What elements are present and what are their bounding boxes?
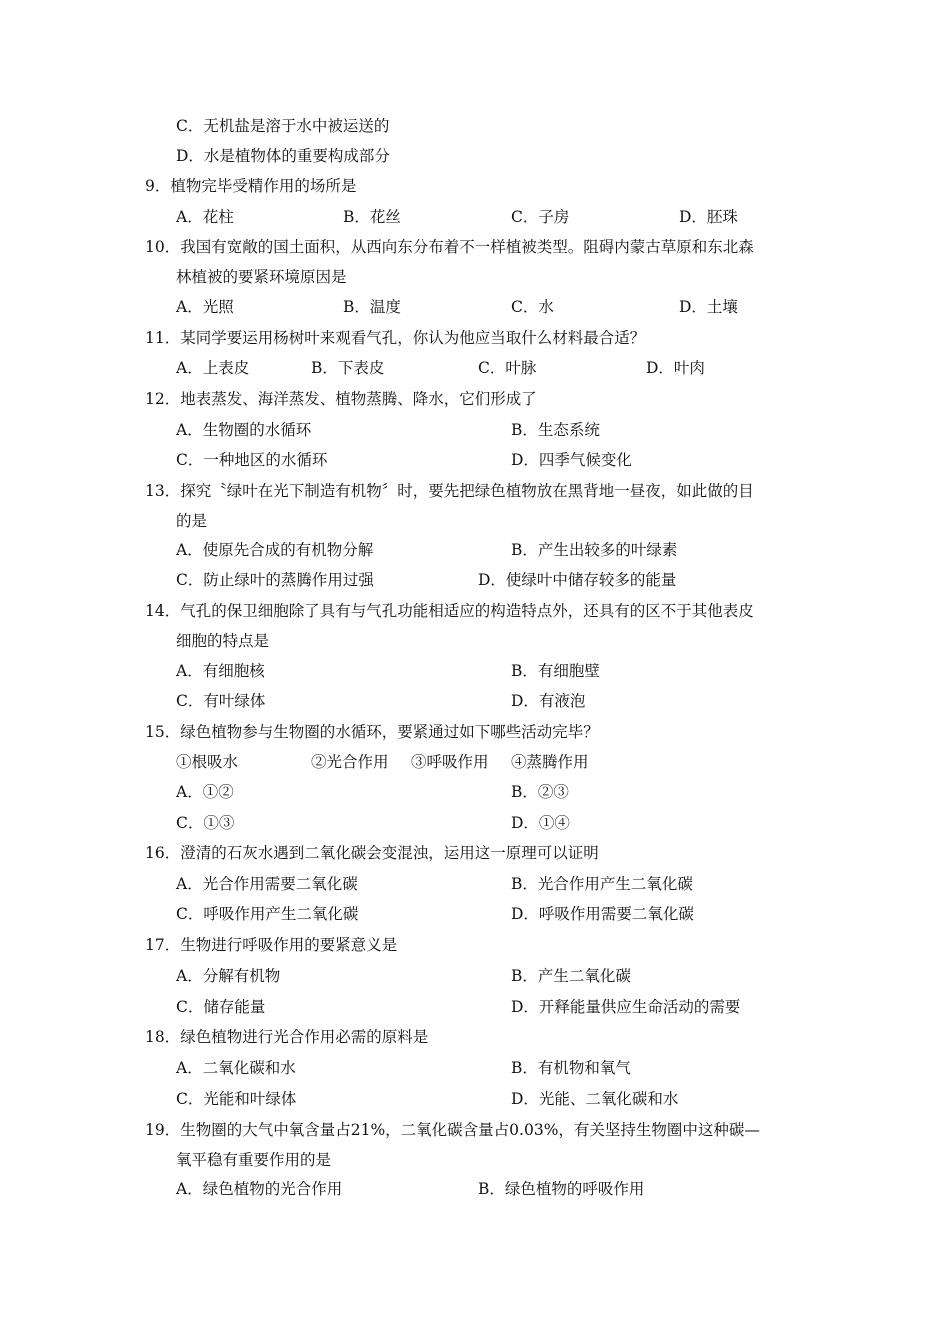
question-text: 探究〝绿叶在光下制造有机物〞时，要先把绿色植物放在黑背地一昼夜，如此做的目: [180, 482, 754, 500]
question-13-stem: [145, 479, 754, 503]
q18-option-c: C．光能和叶绿体: [176, 1090, 297, 1108]
q12-option-c: C．一种地区的水循环: [176, 451, 328, 469]
question-text: 生物进行呼吸作用的要紧意义是: [180, 936, 398, 954]
q14-option-c: C．有叶绿体: [176, 692, 266, 710]
question-17-stem: [145, 933, 397, 957]
q17-option-a: A．分解有机物: [176, 967, 281, 985]
q13-option-a: A．使原先合成的有机物分解: [176, 541, 374, 559]
q10-option-c: C．水: [511, 298, 554, 316]
question-text: 植物完毕受精作用的场所是: [170, 177, 357, 195]
q9-option-d: D．胚珠: [679, 208, 738, 226]
q18-option-b: B．有机物和氧气: [511, 1059, 631, 1077]
question-text: 气孔的保卫细胞除了具有与气孔功能相适应的构造特点外，还具有的区不于其他表皮: [180, 602, 754, 620]
question-11-stem: [145, 326, 645, 350]
question-number: 12．: [145, 390, 181, 408]
q18-option-a: A．二氧化碳和水: [176, 1059, 296, 1077]
question-number: 16．: [145, 844, 181, 862]
question-14-stem: [145, 599, 754, 623]
question-number: 18．: [145, 1028, 181, 1046]
q15-option-c: C．①③: [176, 814, 235, 832]
q12-option-a: A．生物圈的水循环: [176, 421, 312, 439]
q11-option-d: D．叶肉: [646, 359, 705, 377]
q9-option-a: A．花柱: [176, 208, 234, 226]
q15-item-2: ②光合作用: [311, 753, 389, 771]
q13-option-c: C．防止绿叶的蒸腾作用过强: [176, 571, 374, 589]
question-number: 13．: [145, 482, 181, 500]
q10-option-d: D．土壤: [679, 298, 738, 316]
question-13-stem-cont: 的是: [176, 512, 208, 530]
question-text: 绿色植物参与生物圈的水循环，要紧通过如下哪些活动完毕？: [180, 723, 599, 741]
q15-item-1: ①根吸水: [176, 753, 239, 771]
q16-option-d: D．呼吸作用需要二氧化碳: [511, 905, 694, 923]
q13-option-b: B．产生出较多的叶绿素: [511, 541, 678, 559]
q15-option-b: B．②③: [511, 783, 569, 801]
q8-option-c: C．无机盐是溶于水中被运送的: [176, 117, 390, 135]
q14-option-b: B．有细胞壁: [511, 662, 600, 680]
q15-option-d: D．①④: [511, 814, 570, 832]
q12-option-d: D．四季气候变化: [511, 451, 632, 469]
question-text: 我国有宽敞的国土面积，从西向东分布着不一样植被类型。阻碍内蒙古草原和东北森: [180, 238, 754, 256]
question-16-stem: [145, 841, 599, 865]
question-10-stem: [145, 235, 754, 259]
q17-option-c: C．储存能量: [176, 998, 266, 1016]
question-number: 15．: [145, 723, 181, 741]
q14-option-a: A．有细胞核: [176, 662, 265, 680]
question-number: 17．: [145, 936, 181, 954]
question-number: 11．: [145, 329, 181, 347]
question-number: 9．: [145, 177, 171, 195]
q17-option-d: D．开释能量供应生命活动的需要: [511, 998, 741, 1016]
question-number: 10．: [145, 238, 181, 256]
question-text: 生物圈的大气中氧含量占21%，二氧化碳含量占0.03%，有关坚持生物圈中这种碳—: [180, 1121, 760, 1139]
question-19-stem-cont: 氧平稳有重要作用的是: [176, 1151, 332, 1169]
q16-option-c: C．呼吸作用产生二氧化碳: [176, 905, 359, 923]
q19-option-b: B．绿色植物的呼吸作用: [478, 1180, 645, 1198]
question-number: 14．: [145, 602, 181, 620]
q15-item-3: ③呼吸作用: [411, 753, 489, 771]
q15-item-4: ④蒸腾作用: [511, 753, 589, 771]
question-text: 地表蒸发、海洋蒸发、植物蒸腾、降水，它们形成了: [180, 390, 537, 408]
q18-option-d: D．光能、二氧化碳和水: [511, 1090, 679, 1108]
q9-option-c: C．子房: [511, 208, 570, 226]
question-text: 绿色植物进行光合作用必需的原料是: [180, 1028, 429, 1046]
q16-option-b: B．光合作用产生二氧化碳: [511, 875, 693, 893]
question-14-stem-cont: 细胞的特点是: [176, 632, 270, 650]
q15-option-a: A．①②: [176, 783, 234, 801]
q16-option-a: A．光合作用需要二氧化碳: [176, 875, 358, 893]
question-text: 某同学要运用杨树叶来观看气孔，你认为他应当取什么材料最合适？: [180, 329, 646, 347]
question-15-stem: [145, 720, 599, 744]
question-19-stem: [145, 1118, 760, 1142]
question-10-stem-cont: 林植被的要紧环境原因是: [176, 268, 347, 286]
q12-option-b: B．生态系统: [511, 421, 600, 439]
q19-option-a: A．绿色植物的光合作用: [176, 1180, 343, 1198]
question-18-stem: [145, 1025, 428, 1049]
q10-option-b: B．温度: [343, 298, 401, 316]
question-text: 澄清的石灰水遇到二氧化碳会变混浊，运用这一原理可以证明: [180, 844, 599, 862]
q13-option-d: D．使绿叶中储存较多的能量: [478, 571, 677, 589]
q10-option-a: A．光照: [176, 298, 234, 316]
q11-option-c: C．叶脉: [478, 359, 537, 377]
q8-option-d: D．水是植物体的重要构成部分: [176, 147, 390, 165]
q9-option-b: B．花丝: [343, 208, 401, 226]
q11-option-a: A．上表皮: [176, 359, 250, 377]
q11-option-b: B．下表皮: [311, 359, 385, 377]
q17-option-b: B．产生二氧化碳: [511, 967, 631, 985]
question-12-stem: [145, 387, 537, 411]
question-number: 19．: [145, 1121, 181, 1139]
q14-option-d: D．有液泡: [511, 692, 586, 710]
question-9-stem: [145, 174, 356, 198]
